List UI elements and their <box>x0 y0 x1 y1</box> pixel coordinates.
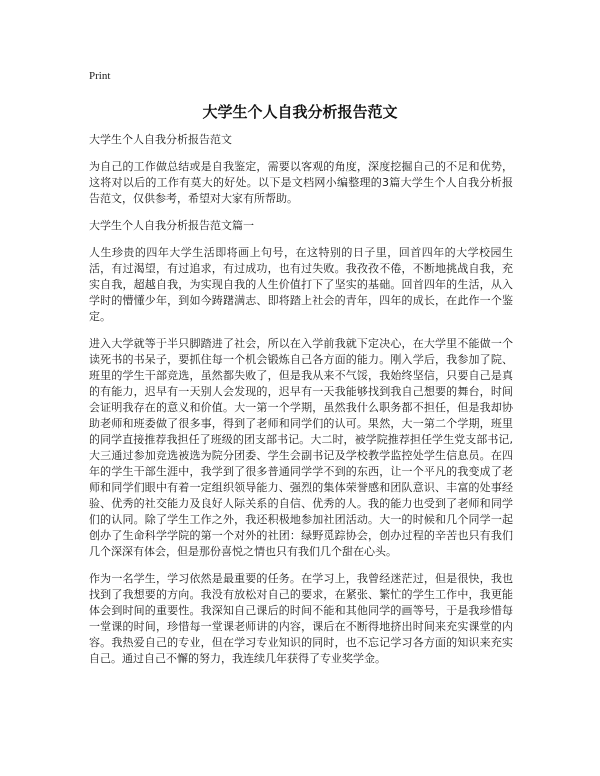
paragraph-intro: 为自己的工作做总结或是自我鉴定，需要以客观的角度，深度挖掘自己的不足和优势，这将对以后的工作有莫大的好处。以下是文档网小编整理的3篇大学生个人自我分析报告范文，仅供参考，希望对大家有所帮助。 <box>89 160 513 205</box>
paragraph-body-2: 进入大学就等于半只脚踏进了社会，所以在入学前我就下定决心，在大学里不能做一个读死书的书呆子，要抓住每一个机会锻炼自己各方面的能力。刚入学后，我参加了院、班里的学生干部竞选，虽然都失败了，但是我从来不气馁，我始终坚信，只要自己是真的有能力，迟早有一天别人会发现的，迟早有一天我能够找到我自己想要的舞台，时间会证明我存在的意义和价值。大一第一个学期，虽然我什么职务都不担任，但是我却协助老师和班委做了很多事，得到了老师和同学们的认可。果然，大一第二个学期，班里的同学直接推荐我担任了班级的团支部书记。大二时，被学院推荐担任学生党支部书记,大三通过参加竞选被选为院分团委、学生会副书记及学校教学监控处学生信息员。在四年的学生干部生涯中，我学到了很多普通同学学不到的东西，让一个平凡的我变成了老师和同学们眼中有着一定组织领导能力、强烈的集体荣誉感和团队意识、丰富的处事经验、优秀的社交能力及良好人际关系的自信、优秀的人。我的能力也受到了老师和同学们的认同。除了学生工作之外，我还积极地参加社团活动。大一的时候和几个同学一起创办了生命科学学院的第一个对外的社团：绿野觅踪协会，创办过程的辛苦也只有我们几个深深有体会，但是那份喜悦之情也只有我们几个甜在心头。 <box>89 337 513 558</box>
document-body <box>89 132 513 678</box>
paragraph-section-heading: 大学生个人自我分析报告范文篇一 <box>89 219 254 232</box>
paragraph-body-3: 作为一名学生，学习依然是最重要的任务。在学习上，我曾经迷茫过，但是很快，我也找到了我想要的方向。我没有放松对自己的要求，在紧张、繁忙的学生工作中，我更能体会到时间的重要性。我深知自己课后的时间不能和其他同学的画等号，于是我珍惜每一堂课的时间，珍惜每一堂课老师讲的内容，课后在不断得地挤出时间来充实课堂的内容。我热爱自己的专业，但在学习专业知识的同时，也不忘记学习各方面的知识来充实自己。通过自己不懈的努力，我连续几年获得了专业奖学金。 <box>89 572 513 665</box>
print-link[interactable]: Print <box>89 70 111 82</box>
paragraph-body-1: 人生珍贵的四年大学生活即将画上句号，在这特别的日子里，回首四年的大学校园生活，有过渴望，有过追求，有过成功，也有过失败。我孜孜不倦，不断地挑战自我，充实自我，超越自我，为实现自我的人生价值打下了坚实的基础。回首四年的生活，从入学时的懵懂少年，到如今踌躇满志、即将踏上社会的青年，四年的成长，在此作一个鉴定。 <box>89 246 513 323</box>
document-title: 大学生个人自我分析报告范文 <box>202 103 398 121</box>
paragraph-subtitle: 大学生个人自我分析报告范文 <box>89 133 232 146</box>
